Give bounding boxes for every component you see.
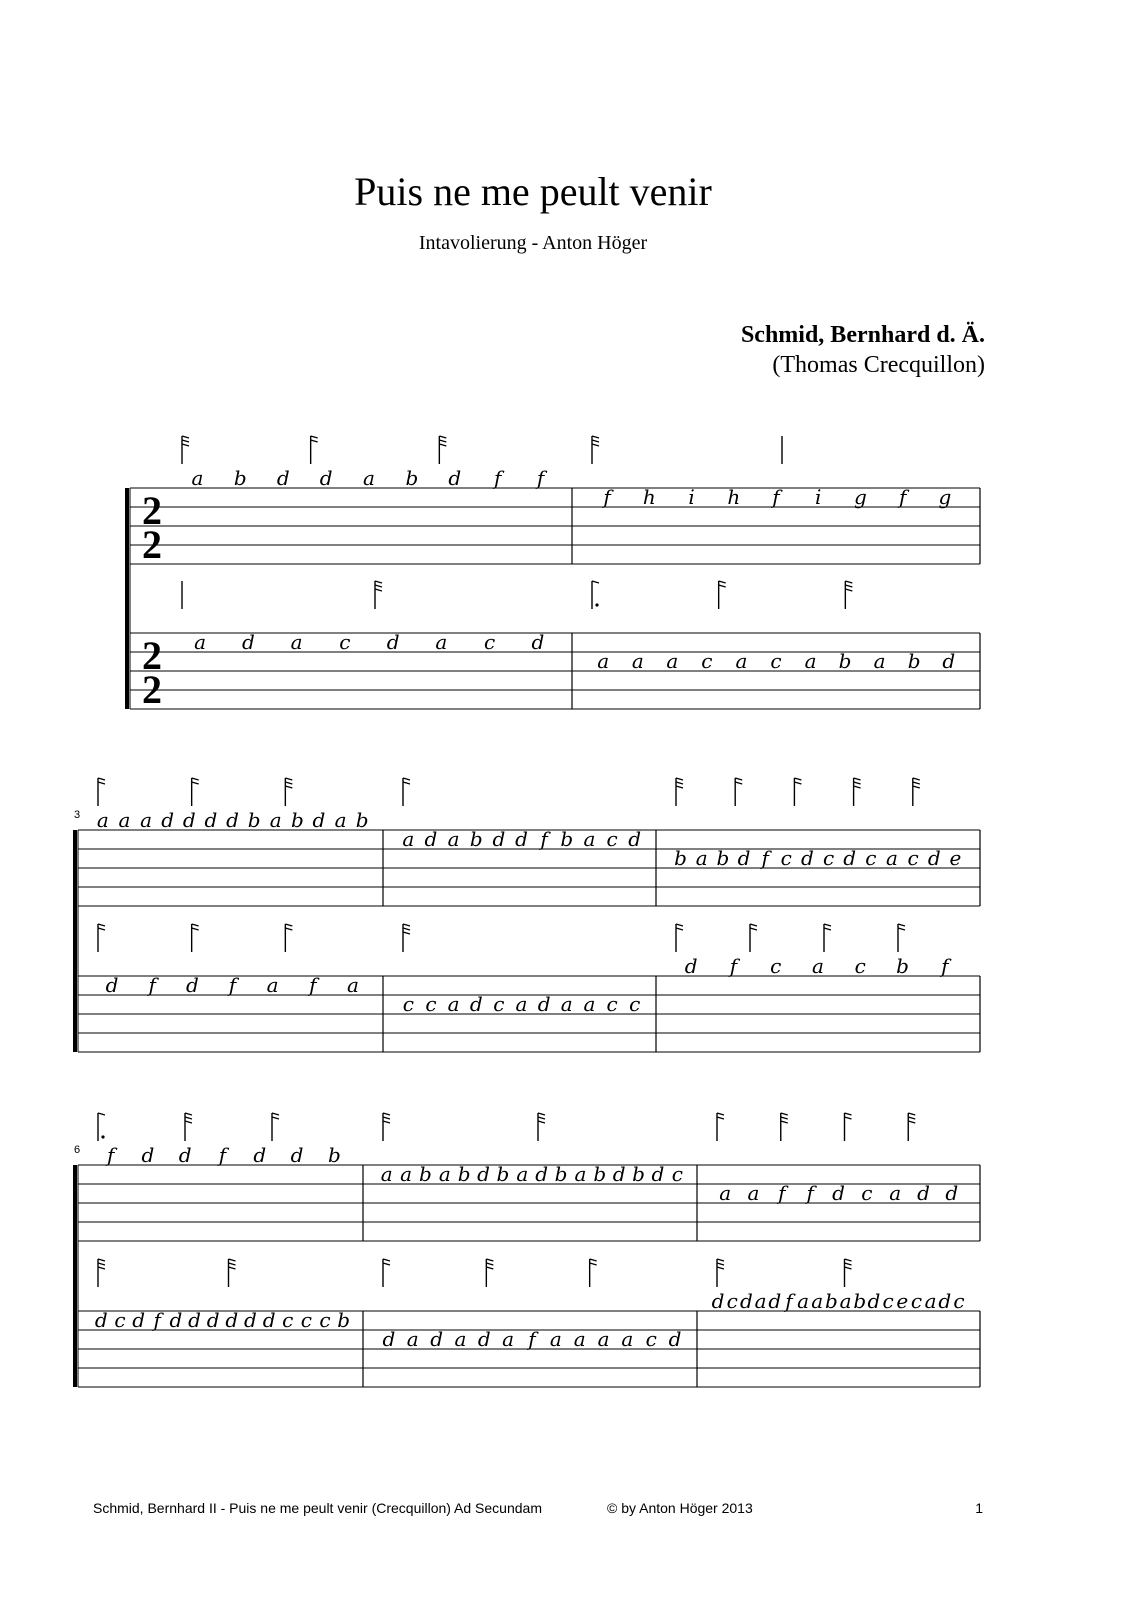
rhythm-flag	[285, 778, 292, 780]
tab-letter: g	[854, 485, 867, 509]
tab-letter: f	[785, 1289, 793, 1313]
tab-letter: a	[597, 649, 610, 673]
tab-letter: d	[132, 1308, 146, 1332]
rhythm-flag	[403, 924, 410, 926]
rhythm-flag	[676, 782, 683, 784]
tab-letter: a	[573, 1327, 586, 1351]
tab-letter: d	[105, 973, 119, 997]
rhythm-flag	[592, 581, 599, 583]
tab-letter: c	[854, 954, 866, 978]
tab-letter: a	[502, 1327, 515, 1351]
rhythm-flag	[854, 786, 861, 788]
tab-letter: c	[865, 846, 877, 870]
tab-letter: c	[780, 846, 792, 870]
rhythm-flag	[311, 436, 318, 438]
rhythm-flag	[898, 924, 905, 926]
tab-letter: f	[540, 827, 548, 851]
tab-letter: a	[889, 1181, 902, 1205]
tab-letter: h	[727, 485, 741, 509]
tab-letter: a	[400, 1162, 413, 1186]
time-signature-denominator: 2	[142, 522, 162, 567]
tab-letter: d	[225, 1308, 239, 1332]
tab-letter: d	[448, 466, 462, 490]
rhythm-flag	[182, 440, 189, 442]
tab-letter: c	[339, 630, 351, 654]
rhythm-flag	[98, 924, 105, 926]
tab-letter: d	[178, 1143, 192, 1167]
tab-letter: f	[106, 1143, 115, 1167]
rhythm-flag	[719, 585, 726, 587]
tab-letter: f	[772, 485, 780, 509]
tab-letter: d	[430, 1327, 444, 1351]
rhythm-flag	[311, 440, 318, 442]
tab-letter: a	[140, 808, 153, 832]
tab-letter: a	[719, 1181, 732, 1205]
rhythm-dot	[101, 1135, 104, 1138]
tab-letter: d	[612, 1162, 626, 1186]
rhythm-flag	[794, 778, 801, 780]
tab-letter: f	[729, 954, 738, 978]
rhythm-flag	[750, 928, 757, 930]
rhythm-flag	[486, 1259, 493, 1261]
tab-letter: b	[838, 649, 852, 673]
tab-letter: d	[141, 1143, 155, 1167]
rhythm-flag	[676, 778, 683, 780]
tab-letter: b	[632, 1162, 645, 1186]
measure-number: 6	[74, 1144, 81, 1156]
rhythm-flag	[98, 1263, 105, 1265]
tab-letter: c	[645, 1327, 657, 1351]
rhythm-flag	[375, 589, 382, 591]
rhythm-flag	[98, 1259, 105, 1261]
tab-letter: d	[206, 1308, 220, 1332]
footer-copyright: © by Anton Höger 2013	[607, 1500, 753, 1516]
time-signature-numerator: 2	[142, 633, 162, 678]
rhythm-flag	[592, 444, 599, 446]
tab-letter: c	[402, 992, 414, 1016]
tab-letter: b	[355, 808, 369, 832]
tab-letter: d	[711, 1289, 725, 1313]
rhythm-dot	[595, 603, 598, 606]
tab-letter: d	[832, 1181, 845, 1205]
tab-letter: a	[811, 1289, 824, 1313]
rhythm-flag	[192, 782, 199, 784]
tab-letter: d	[917, 1181, 930, 1205]
tab-letter: b	[405, 466, 419, 490]
tab-letter: a	[797, 1289, 810, 1313]
tab-letter: d	[651, 1162, 665, 1186]
tab-letter: a	[194, 630, 207, 654]
tab-letter: c	[822, 846, 835, 870]
tab-letter: f	[148, 973, 156, 997]
tab-letter: c	[770, 649, 782, 673]
rhythm-flag	[845, 1267, 852, 1269]
rhythm-flag	[845, 1259, 852, 1261]
tab-letter: c	[606, 827, 618, 851]
rhythm-flag	[538, 1117, 545, 1119]
rhythm-flag	[676, 924, 683, 926]
rhythm-flag	[908, 1113, 915, 1115]
tab-letter: c	[629, 992, 641, 1016]
tab-letter: a	[560, 992, 573, 1016]
time-signature-denominator: 2	[142, 667, 162, 712]
tab-letter: c	[484, 630, 496, 654]
tab-letter: d	[945, 1181, 959, 1205]
tab-letter: b	[674, 846, 687, 870]
tab-letter: d	[531, 630, 545, 654]
rhythm-flag	[98, 1267, 105, 1269]
tab-letter: a	[924, 1289, 937, 1313]
rhythm-flag	[285, 782, 292, 784]
rhythm-flag	[854, 782, 861, 784]
page-title: Puis ne me peult venir	[354, 169, 712, 214]
tab-letter: d	[253, 1143, 267, 1167]
tab-letter: f	[806, 1181, 814, 1205]
rhythm-flag	[735, 782, 742, 784]
rhythm-flag	[908, 1121, 915, 1123]
tab-letter: a	[269, 808, 282, 832]
rhythm-flag	[908, 1117, 915, 1119]
rhythm-flag	[781, 1121, 788, 1123]
rhythm-flag	[676, 928, 683, 930]
tab-letter: a	[191, 466, 204, 490]
rhythm-flag	[375, 581, 382, 583]
rhythm-flag	[182, 436, 189, 438]
tab-letter: f	[528, 1327, 536, 1351]
rhythm-flag	[781, 1113, 788, 1115]
tab-letter: a	[406, 1327, 419, 1351]
rhythm-flag	[538, 1121, 545, 1123]
tab-letter: d	[290, 1143, 304, 1167]
rhythm-flag	[185, 1121, 192, 1123]
rhythm-flag	[913, 778, 920, 780]
tab-letter: d	[204, 808, 218, 832]
tab-letter: d	[312, 808, 326, 832]
rhythm-flag	[845, 1113, 852, 1115]
tab-letter: f	[536, 466, 545, 490]
tab-letter: a	[621, 1327, 634, 1351]
tab-letter: f	[778, 1181, 786, 1205]
tab-letter: c	[425, 992, 437, 1016]
rhythm-flag	[285, 924, 292, 926]
tab-letter: d	[740, 1289, 753, 1313]
rhythm-flag	[192, 778, 199, 780]
rhythm-flag	[717, 1259, 724, 1261]
footer-work: Schmid, Bernhard II - Puis ne me peult venir (Crecquillon) Ad Secundam	[93, 1500, 542, 1516]
tab-letter: b	[469, 827, 483, 851]
tab-letter: a	[266, 973, 279, 997]
tab-letter: d	[768, 1289, 782, 1313]
tab-letter: b	[290, 808, 304, 832]
rhythm-flag	[403, 782, 410, 784]
tab-letter: a	[96, 808, 109, 832]
tab-letter: d	[628, 827, 642, 851]
tab-letter: d	[867, 1289, 881, 1313]
tab-letter: i	[688, 485, 695, 509]
tab-letter: f	[603, 485, 611, 509]
rhythm-flag	[229, 1263, 236, 1265]
tab-letter: d	[386, 630, 400, 654]
rhythm-flag	[383, 1121, 390, 1123]
tab-letter: d	[241, 630, 255, 654]
tab-letter: d	[537, 992, 551, 1016]
composer: Schmid, Bernhard d. Ä.	[740, 322, 985, 348]
tab-letter: a	[454, 1327, 467, 1351]
rhythm-flag	[845, 581, 852, 583]
tab-letter: b	[554, 1162, 568, 1186]
rhythm-flag	[845, 589, 852, 591]
tab-letter: f	[228, 973, 237, 997]
rhythm-flag	[439, 440, 446, 442]
rhythm-flag	[719, 581, 726, 583]
rhythm-flag	[845, 1117, 852, 1119]
rhythm-flag	[285, 928, 292, 930]
tab-letter: d	[492, 827, 506, 851]
rhythm-flag	[285, 786, 292, 788]
tab-letter: d	[244, 1308, 257, 1332]
rhythm-flag	[824, 928, 831, 930]
rhythm-flag	[272, 1117, 279, 1119]
tab-letter: a	[873, 649, 886, 673]
tab-letter: a	[346, 973, 359, 997]
rhythm-flag	[735, 778, 742, 780]
tab-letter: a	[583, 992, 596, 1016]
rhythm-flag	[98, 778, 105, 780]
rhythm-flag	[403, 932, 410, 934]
rhythm-flag	[192, 928, 199, 930]
system-brace	[125, 488, 129, 709]
tab-letter: a	[754, 1289, 767, 1313]
tab-letter: d	[843, 846, 857, 870]
tab-letter: a	[447, 992, 460, 1016]
rhythm-flag	[439, 436, 446, 438]
tab-letter: d	[942, 649, 956, 673]
tab-letter: f	[898, 485, 907, 509]
tab-letter: d	[424, 827, 438, 851]
tab-letter: d	[319, 466, 333, 490]
rhythm-flag	[590, 1263, 597, 1265]
rhythm-flag	[98, 928, 105, 930]
tab-letter: g	[938, 485, 952, 509]
tab-letter: h	[642, 485, 656, 509]
tab-letter: d	[927, 846, 941, 870]
tab-letter: c	[114, 1308, 126, 1332]
tab-letter: a	[747, 1181, 760, 1205]
rhythm-flag	[383, 1263, 390, 1265]
tab-letter: d	[737, 846, 751, 870]
tab-letter: c	[861, 1181, 873, 1205]
rhythm-flag	[185, 1117, 192, 1119]
tab-letter: d	[276, 466, 290, 490]
tab-letter: d	[535, 1162, 549, 1186]
tab-letter: a	[839, 1289, 852, 1313]
tab-letter: d	[477, 1162, 490, 1186]
rhythm-flag	[845, 1263, 852, 1265]
tab-letter: b	[457, 1162, 471, 1186]
rhythm-flag	[486, 1263, 493, 1265]
tab-letter: d	[938, 1289, 952, 1313]
tab-letter: b	[327, 1143, 341, 1167]
tab-letter: a	[438, 1162, 451, 1186]
tab-letter: b	[716, 846, 730, 870]
tab-letter: a	[583, 827, 596, 851]
tab-letter: a	[334, 808, 347, 832]
tab-letter: b	[825, 1289, 838, 1313]
tab-letter: b	[896, 954, 909, 978]
rhythm-flag	[854, 778, 861, 780]
rhythm-flag	[538, 1113, 545, 1115]
tab-letter: a	[695, 846, 708, 870]
tab-letter: b	[337, 1308, 351, 1332]
tab-letter: d	[477, 1327, 491, 1351]
tab-letter: c	[493, 992, 505, 1016]
rhythm-flag	[845, 585, 852, 587]
tab-letter: i	[815, 485, 822, 509]
tab-letter: c	[910, 1289, 923, 1313]
tab-letter: a	[804, 649, 817, 673]
tab-letter: a	[574, 1162, 587, 1186]
rhythm-flag	[98, 782, 105, 784]
tab-letter: f	[493, 466, 502, 490]
measure-number: 3	[74, 809, 81, 821]
tab-letter: d	[226, 808, 239, 832]
rhythm-flag	[383, 1117, 390, 1119]
rhythm-flag	[403, 778, 410, 780]
rhythm-flag	[375, 585, 382, 587]
tab-letter: c	[606, 992, 618, 1016]
rhythm-flag	[913, 782, 920, 784]
rhythm-flag	[272, 1113, 279, 1115]
rhythm-flag	[98, 1113, 105, 1115]
tab-letter: a	[515, 992, 528, 1016]
tab-letter: a	[812, 954, 824, 978]
rhythm-flag	[403, 928, 410, 930]
tab-letter: a	[118, 808, 131, 832]
tab-letter: c	[953, 1289, 965, 1313]
rhythm-flag	[717, 1267, 724, 1269]
tab-letter: c	[671, 1162, 683, 1186]
tab-letter: a	[435, 630, 448, 654]
rhythm-flag	[439, 444, 446, 446]
rhythm-flag	[794, 782, 801, 784]
rhythm-flag	[717, 1263, 724, 1265]
tab-letter: b	[233, 466, 247, 490]
rhythm-flag	[676, 786, 683, 788]
tab-letter: a	[380, 1162, 393, 1186]
tab-letter: a	[402, 827, 415, 851]
rhythm-flag	[913, 786, 920, 788]
tab-letter: c	[882, 1289, 894, 1313]
rhythm-flag	[486, 1267, 493, 1269]
tab-letter: b	[560, 827, 574, 851]
tab-letter: f	[761, 846, 769, 870]
tab-letter: d	[515, 827, 528, 851]
tab-letter: c	[282, 1308, 294, 1332]
tab-letter: a	[290, 630, 303, 654]
tab-letter: a	[516, 1162, 529, 1186]
tab-letter: d	[188, 1308, 201, 1332]
rhythm-flag	[182, 444, 189, 446]
rhythm-flag	[383, 1259, 390, 1261]
time-signature-numerator: 2	[142, 488, 162, 533]
tab-letter: b	[496, 1162, 510, 1186]
page-number: 1	[975, 1500, 983, 1516]
tab-letter: a	[363, 466, 375, 490]
tab-letter: c	[319, 1308, 331, 1332]
rhythm-flag	[717, 1117, 724, 1119]
tab-letter: d	[469, 992, 483, 1016]
rhythm-flag	[383, 1113, 390, 1115]
tab-letter: f	[309, 973, 317, 997]
tab-letter: d	[169, 1308, 183, 1332]
tab-letter: f	[941, 954, 949, 978]
tab-letter: d	[262, 1308, 276, 1332]
tab-letter: d	[668, 1327, 682, 1351]
system-brace	[73, 830, 77, 1052]
tab-letter: a	[447, 827, 460, 851]
tab-letter: b	[247, 808, 261, 832]
tab-letter: a	[735, 649, 748, 673]
tab-letter: c	[726, 1289, 738, 1313]
rhythm-flag	[898, 928, 905, 930]
rhythm-flag	[592, 436, 599, 438]
rhythm-flag	[590, 1259, 597, 1261]
rhythm-flag	[185, 1113, 192, 1115]
tab-letter: b	[593, 1162, 607, 1186]
tab-letter: c	[300, 1308, 312, 1332]
tab-letter: d	[94, 1308, 108, 1332]
tab-letter: a	[631, 649, 644, 673]
rhythm-flag	[824, 924, 831, 926]
tab-letter: d	[801, 846, 814, 870]
tab-letter: a	[597, 1327, 610, 1351]
tab-letter: a	[549, 1327, 562, 1351]
subtitle: Intavolierung - Anton Höger	[418, 232, 648, 254]
tab-letter: e	[949, 846, 962, 870]
tab-letter: d	[684, 954, 698, 978]
arranger: (Thomas Crecquillon)	[772, 352, 985, 378]
rhythm-flag	[781, 1117, 788, 1119]
rhythm-flag	[592, 440, 599, 442]
rhythm-flag	[229, 1259, 236, 1261]
tab-letter: f	[218, 1143, 227, 1167]
tab-letter: c	[701, 649, 713, 673]
tab-letter: c	[770, 954, 782, 978]
rhythm-flag	[229, 1267, 236, 1269]
tab-letter: d	[161, 808, 175, 832]
tab-letter: f	[153, 1308, 161, 1332]
tab-letter: d	[382, 1327, 396, 1351]
tab-letter: e	[896, 1289, 909, 1313]
tab-letter: b	[853, 1289, 867, 1313]
tab-letter: b	[419, 1162, 432, 1186]
tab-letter: d	[182, 808, 196, 832]
tab-letter: b	[907, 649, 921, 673]
system-brace	[73, 1165, 77, 1387]
tab-letter: d	[185, 973, 199, 997]
rhythm-flag	[750, 924, 757, 926]
tab-letter: a	[886, 846, 898, 870]
tab-letter: a	[666, 649, 679, 673]
rhythm-flag	[192, 924, 199, 926]
tab-letter: c	[907, 846, 919, 870]
rhythm-flag	[717, 1113, 724, 1115]
